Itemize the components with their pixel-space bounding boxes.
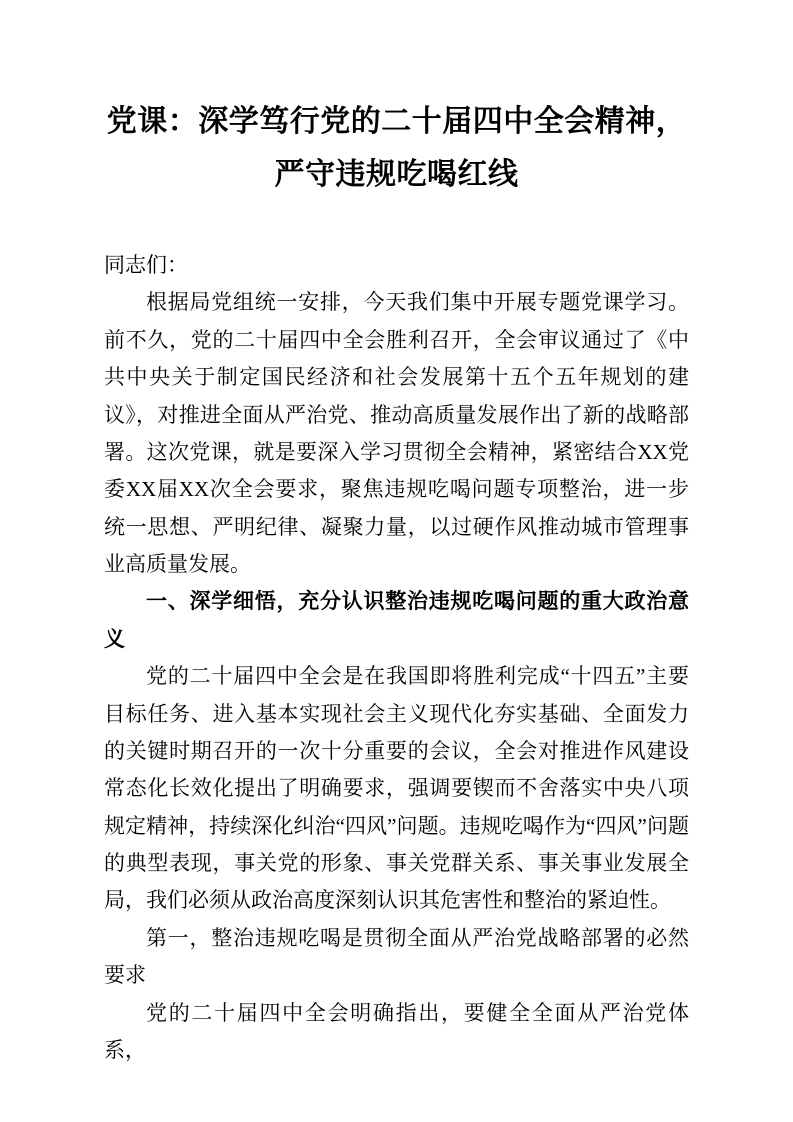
document-title: 党课：深学笃行党的二十届四中全会精神，严守违规吃喝红线 [106, 105, 687, 191]
paragraph-salutation: 同志们： [104, 253, 188, 277]
paragraph-point-1-body: 党的二十届四中全会明确指出，要健全全面从严治党体系， [104, 1000, 689, 1062]
section-heading-1: 一、深学细悟，充分认识整治违规吃喝问题的重大政治意义 [104, 590, 689, 651]
paragraph-intro: 根据局党组统一安排，今天我们集中开展专题党课学习。前不久，党的二十届四中全会胜利召开，全会审议通过了《中共中央关于制定国民经济和社会发展第十五个五年规划的建议》，对推进全面从严治党、推动高质量发展作出了新的战略部署。这次党课，就是要深入学习贯彻全会精神，紧密结合XX党委XX届XX次全会要求，聚焦违规吃喝问题专项整治，进一步统一思想、严明纪律、凝聚力量，以过硬作风推动城市管理事业高质量发展。 [104, 290, 689, 576]
paragraph-point-1-lead: 第一，整治违规吃喝是贯彻全面从严治党战略部署的必然要求 [104, 925, 689, 988]
document-body [104, 247, 689, 1069]
paragraph-section1-body: 党的二十届四中全会是在我国即将胜利完成“十四五”主要目标任务、进入基本实现社会主义现代化夯实基础、全面发力的关键时期召开的一次十分重要的会议，全会对推进作风建设常态化长效化提出了明确要求，强调要锲而不舍落实中央八项规定精神，持续深化纠治“四风”问题。违规吃喝作为“四风”问题的典型表现，事关党的形象、事关党群关系、事关事业发展全局，我们必须从政治高度深刻认识其危害性和整治的紧迫性。 [104, 664, 689, 913]
